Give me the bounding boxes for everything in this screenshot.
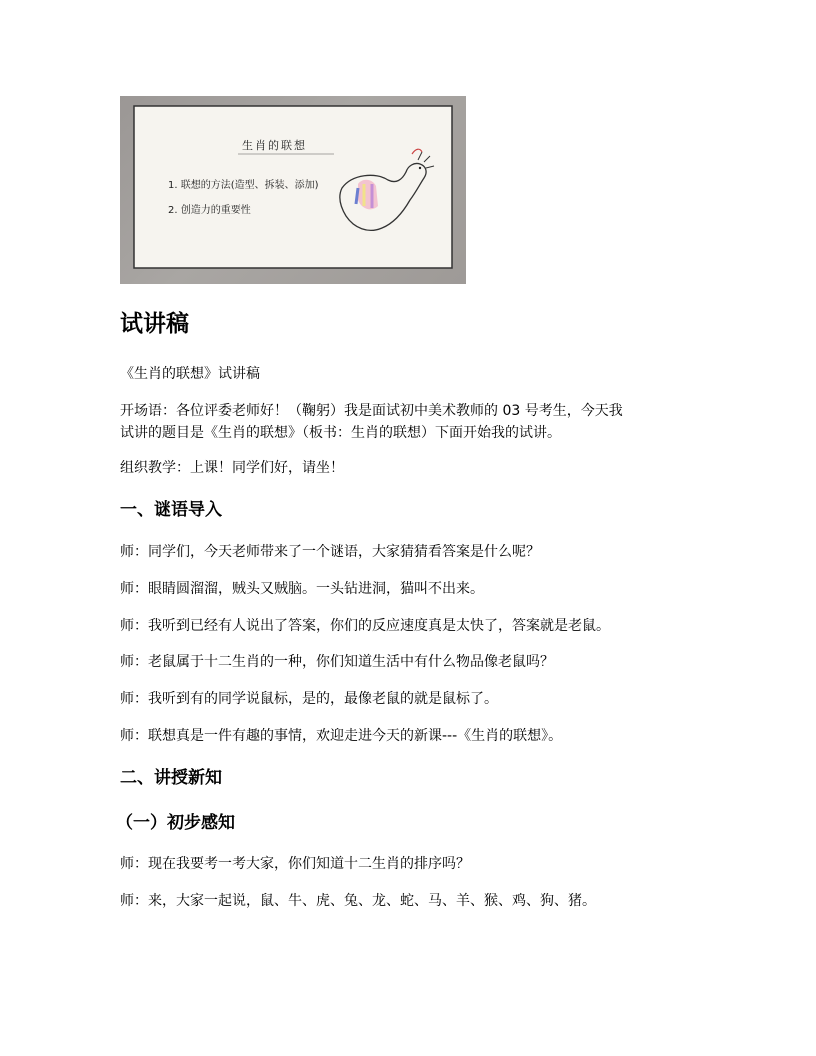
section1-paragraph: 师：老鼠属于十二生肖的一种，你们知道生活中有什么物品像老鼠吗？ bbox=[120, 654, 554, 670]
whiteboard-photo-drawing bbox=[120, 96, 466, 284]
section1-paragraph: 师：眼睛圆溜溜，贼头又贼脑。一头钻进洞，猫叫不出来。 bbox=[120, 581, 484, 597]
organize-paragraph: 组织教学：上课！同学们好，请坐！ bbox=[120, 460, 344, 476]
section-heading-2: 二、讲授新知 bbox=[120, 768, 222, 788]
card-line-2: 2. 创造力的重要性 bbox=[168, 205, 251, 216]
page-title: 试讲稿 bbox=[120, 311, 189, 337]
subtitle-paragraph: 《生肖的联想》试讲稿 bbox=[120, 366, 260, 382]
subsection-heading-1: （一）初步感知 bbox=[116, 813, 235, 833]
section1-paragraph: 师：我听到已经有人说出了答案，你们的反应速度真是太快了，答案就是老鼠。 bbox=[120, 618, 610, 634]
section2-paragraph: 师：来，大家一起说，鼠、牛、虎、兔、龙、蛇、马、羊、猴、鸡、狗、猪。 bbox=[120, 893, 596, 909]
section1-paragraph: 师：同学们，今天老师带来了一个谜语，大家猜猜看答案是什么呢？ bbox=[120, 544, 540, 560]
card-line-1: 1. 联想的方法(造型、拆装、添加) bbox=[168, 180, 319, 191]
section1-paragraph: 师：联想真是一件有趣的事情，欢迎走进今天的新课---《生肖的联想》。 bbox=[120, 728, 563, 744]
card-title: 生肖的联想 bbox=[242, 139, 307, 152]
section1-paragraph: 师：我听到有的同学说鼠标，是的，最像老鼠的就是鼠标了。 bbox=[120, 691, 498, 707]
opening-paragraph-line1: 开场语：各位评委老师好！（鞠躬）我是面试初中美术教师的 03 号考生，今天我 bbox=[120, 403, 623, 419]
opening-paragraph-line2: 试讲的题目是《生肖的联想》（板书：生肖的联想）下面开始我的试讲。 bbox=[120, 425, 561, 441]
section-heading-1: 一、谜语导入 bbox=[120, 500, 222, 520]
whiteboard-photo bbox=[120, 96, 466, 284]
section2-paragraph: 师：现在我要考一考大家，你们知道十二生肖的排序吗？ bbox=[120, 856, 470, 872]
